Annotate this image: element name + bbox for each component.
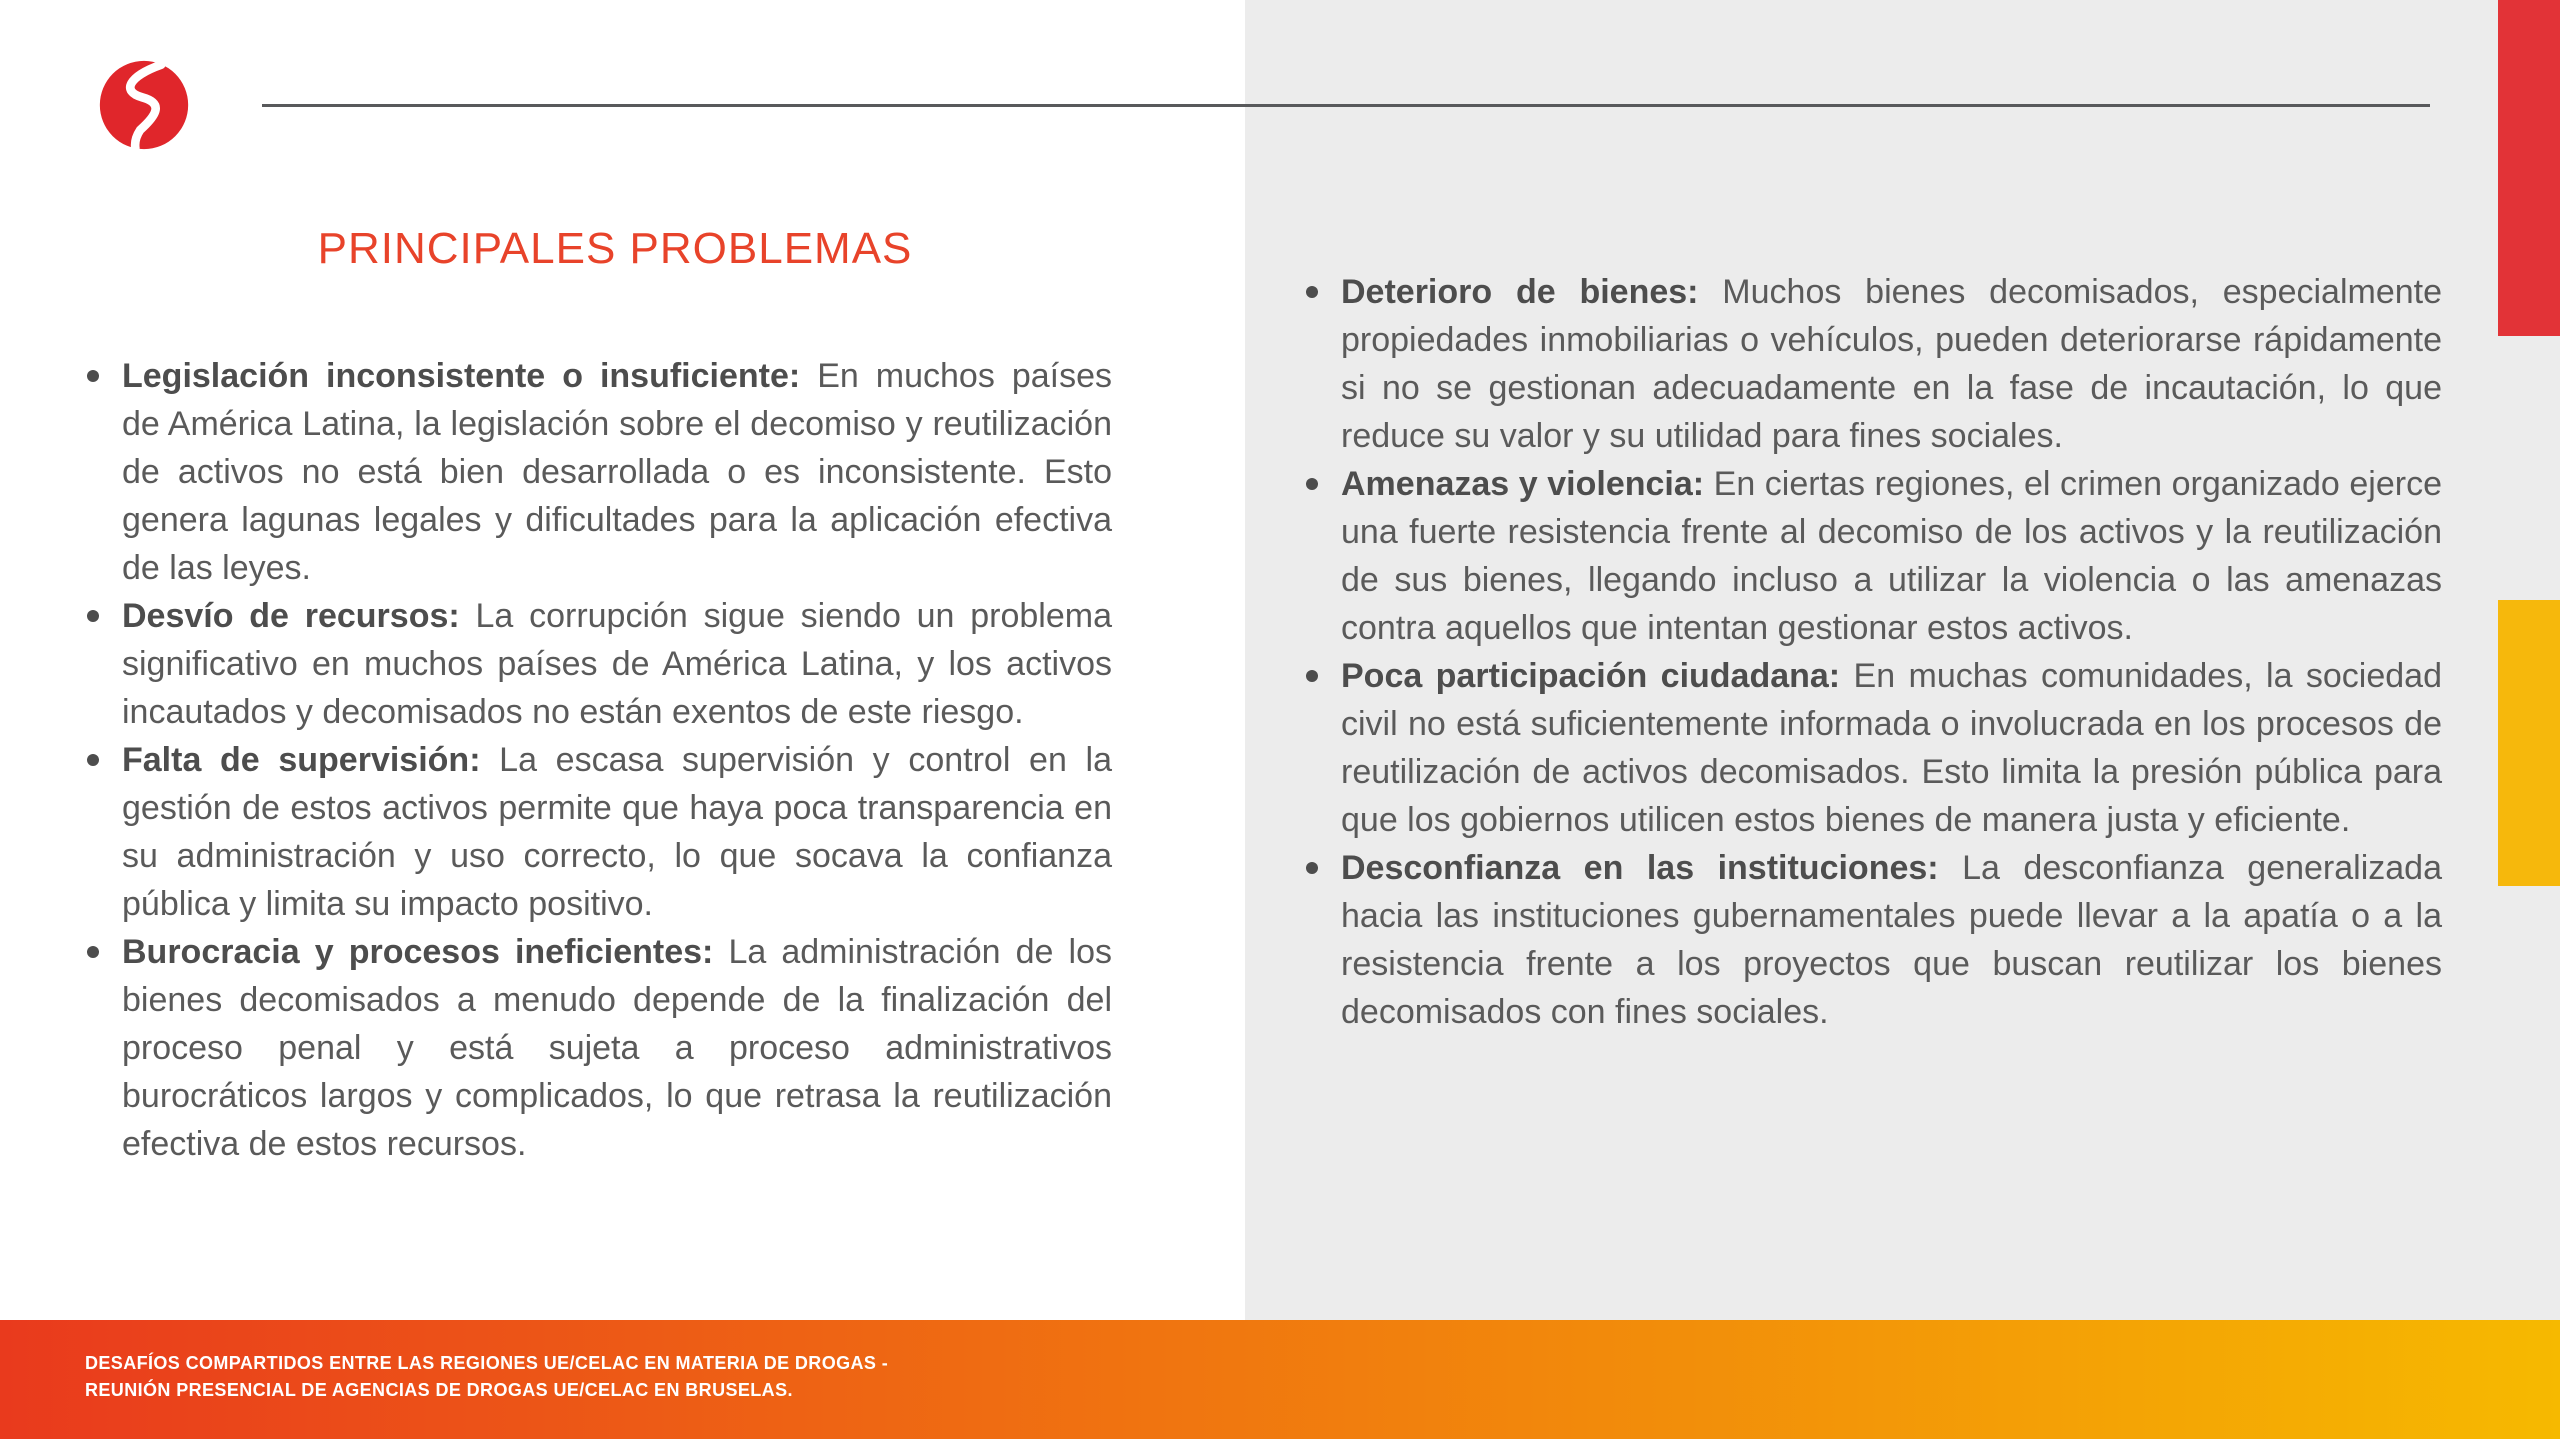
list-item xyxy=(1305,844,2442,1036)
right-column xyxy=(1305,268,2442,1036)
header-divider-line xyxy=(262,104,2430,107)
list-item xyxy=(86,592,1112,736)
footer-bar xyxy=(0,1320,2560,1439)
bullet-text: En muchas comunidades, la sociedad civil no está suficientemente informada o involucrada en los procesos de reutilización de activos decomisados. Esto limita la presión pública para que los gobiernos utilicen estos bienes de manera justa y eficiente. xyxy=(1341,657,2442,839)
bullet-lead: Legislación inconsistente o insuficiente: xyxy=(122,357,801,395)
list-item xyxy=(86,928,1112,1168)
bullet-text: La escasa supervisión y control en la gestión de estos activos permite que haya poca transparencia en su administración y uso correcto, lo que socava la confianza pública y limita su impacto positivo. xyxy=(122,741,1112,923)
brand-logo-icon xyxy=(96,56,192,154)
accent-bar-red xyxy=(2498,0,2560,336)
bullet-text: En ciertas regiones, el crimen organizado ejerce una fuerte resistencia frente al decomiso de los activos y la reutilización de sus bienes, llegando incluso a utilizar la violencia o las amenazas contra aquellos que intentan gestionar estos activos. xyxy=(1341,465,2442,647)
page-title: PRINCIPALES PROBLEMAS xyxy=(317,224,913,273)
list-item xyxy=(86,352,1112,592)
footer-caption xyxy=(85,1350,888,1404)
bullet-lead: Desvío de recursos: xyxy=(122,597,460,635)
footer-line-2: REUNIÓN PRESENCIAL DE AGENCIAS DE DROGAS UE/CELAC EN BRUSELAS. xyxy=(85,1380,793,1400)
bullet-lead: Burocracia y procesos ineficientes: xyxy=(122,933,714,971)
bullet-lead: Desconfianza en las instituciones: xyxy=(1341,849,1939,887)
list-item xyxy=(1305,652,2442,844)
bullet-text: Muchos bienes decomisados, especialmente propiedades inmobiliarias o vehículos, pueden deteriorarse rápidamente si no se gestionan adecuadamente en la fase de incautación, lo que reduce su valor y su utilidad para fines sociales. xyxy=(1341,273,2442,455)
accent-bar-yellow xyxy=(2498,600,2560,886)
bullet-text: La desconfianza generalizada hacia las instituciones gubernamentales puede llevar a la apatía o a la resistencia frente a los proyectos que buscan reutilizar los bienes decomisados con fines sociales. xyxy=(1341,849,2442,1031)
left-column xyxy=(86,352,1112,1168)
bullet-lead: Deterioro de bienes: xyxy=(1341,273,1699,311)
bullet-lead: Poca participación ciudadana: xyxy=(1341,657,1841,695)
bullet-text: La administración de los bienes decomisados a menudo depende de la finalización del proceso penal y está sujeta a proceso administrativos burocráticos largos y complicados, lo que retrasa la reutilización efectiva de estos recursos. xyxy=(122,933,1112,1163)
right-bullet-list xyxy=(1305,268,2442,1036)
list-item xyxy=(86,736,1112,928)
bullet-lead: Amenazas y violencia: xyxy=(1341,465,1705,503)
bullet-text: La corrupción sigue siendo un problema significativo en muchos países de América Latina, y los activos incautados y decomisados no están exentos de este riesgo. xyxy=(122,597,1112,731)
list-item xyxy=(1305,460,2442,652)
bullet-lead: Falta de supervisión: xyxy=(122,741,481,779)
footer-line-1: DESAFÍOS COMPARTIDOS ENTRE LAS REGIONES UE/CELAC EN MATERIA DE DROGAS - xyxy=(85,1353,889,1373)
bullet-text: En muchos países de América Latina, la legislación sobre el decomiso y reutilización de activos no está bien desarrollada o es inconsistente. Esto genera lagunas legales y dificultades para la aplicación efectiva de las leyes. xyxy=(122,357,1112,587)
list-item xyxy=(1305,268,2442,460)
left-bullet-list xyxy=(86,352,1112,1168)
